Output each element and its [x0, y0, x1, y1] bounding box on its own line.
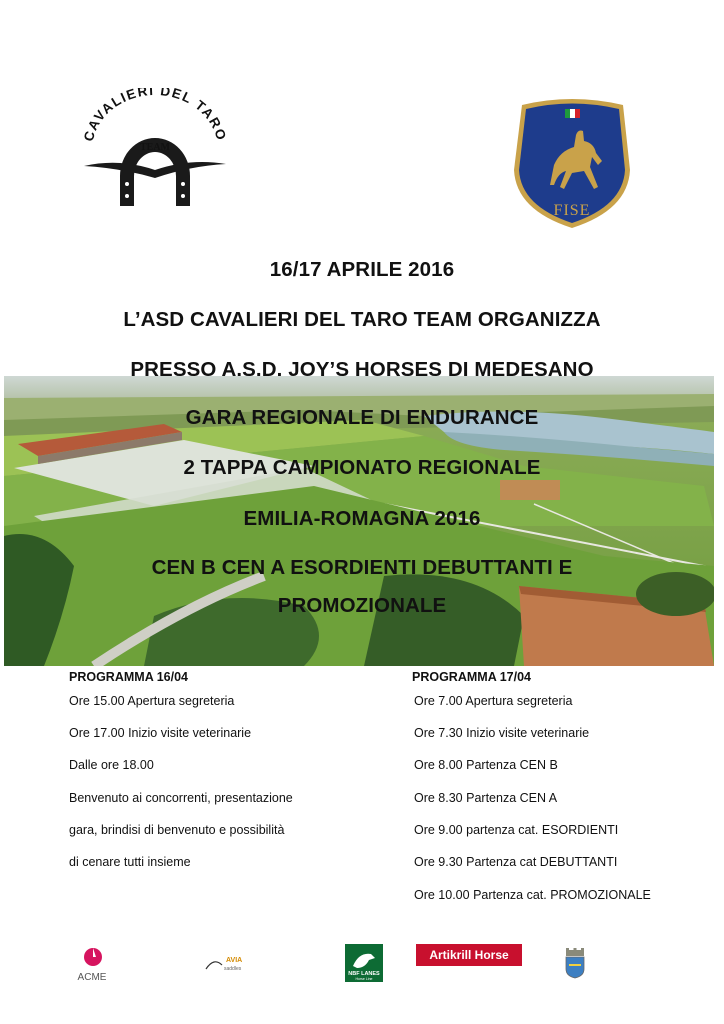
programma-1-line: gara, brindisi di benvenuto e possibilità	[69, 823, 285, 837]
programma-2-line: Ore 7.00 Apertura segreteria	[414, 694, 573, 708]
programma-1-line: Benvenuto ai concorrenti, presentazione	[69, 791, 293, 805]
programma-2-line: Ore 10.00 Partenza cat. PROMOZIONALE	[414, 888, 651, 902]
avia-logo	[204, 953, 246, 973]
categories-heading-cont: PROMOZIONALE	[277, 594, 447, 617]
programma-2-line: Ore 7.30 Inizio visite veterinarie	[414, 726, 590, 740]
championship-heading: 2 TAPPA CAMPIONATO REGIONALE	[183, 456, 541, 479]
programma-1-line: di cenare tutti insieme	[69, 855, 191, 869]
event-date-heading: 16/17 APRILE 2016	[269, 258, 455, 281]
acme-label: ACME	[77, 972, 107, 983]
event-type-heading: GARA REGIONALE DI ENDURANCE	[185, 406, 539, 429]
venue-heading: PRESSO A.S.D. JOY’S HORSES DI MEDESANO	[130, 358, 594, 381]
programma-1-line: Dalle ore 18.00	[69, 758, 154, 772]
nbf-sub-label: Horse Line	[355, 977, 373, 981]
nbf-lanes-logo	[345, 944, 383, 982]
nbf-label: NBF LANES	[348, 971, 380, 977]
logo-left-title: CAVALIERI DEL TARO	[80, 88, 230, 143]
coat-of-arms-icon	[563, 947, 587, 979]
acme-logo	[74, 944, 114, 984]
svg-text:CAVALIERI DEL TARO	[81, 88, 229, 143]
fise-logo	[510, 95, 635, 230]
avia-label: AVIA	[226, 957, 243, 964]
artikrill-logo: Artikrill Horse adulti	[416, 944, 522, 966]
programma-2-line: Ore 8.30 Partenza CEN A	[414, 791, 558, 805]
programma-2-line: Ore 9.00 partenza cat. ESORDIENTI	[414, 823, 619, 837]
region-heading: EMILIA-ROMAGNA 2016	[243, 507, 481, 530]
programma-1-line: Ore 17.00 Inizio visite veterinarie	[69, 726, 252, 740]
organizer-heading: L’ASD CAVALIERI DEL TARO TEAM ORGANIZZA	[123, 308, 601, 331]
programma-2-title: PROGRAMMA 17/04	[412, 670, 532, 684]
programma-2-line: Ore 9.30 Partenza cat DEBUTTANTI	[414, 855, 618, 869]
programma-1-title: PROGRAMMA 16/04	[69, 670, 189, 684]
categories-heading: CEN B CEN A ESORDIENTI DEBUTTANTI E	[151, 556, 573, 579]
fise-label: FISE	[553, 202, 591, 219]
cavalieri-del-taro-logo	[80, 88, 230, 213]
programma-1-line: Ore 15.00 Apertura segreteria	[69, 694, 235, 708]
programma-2-line: Ore 8.00 Partenza CEN B	[414, 758, 558, 772]
logo-left-sub: TEAM	[140, 142, 170, 153]
avia-sub-label: saddles	[224, 966, 242, 972]
